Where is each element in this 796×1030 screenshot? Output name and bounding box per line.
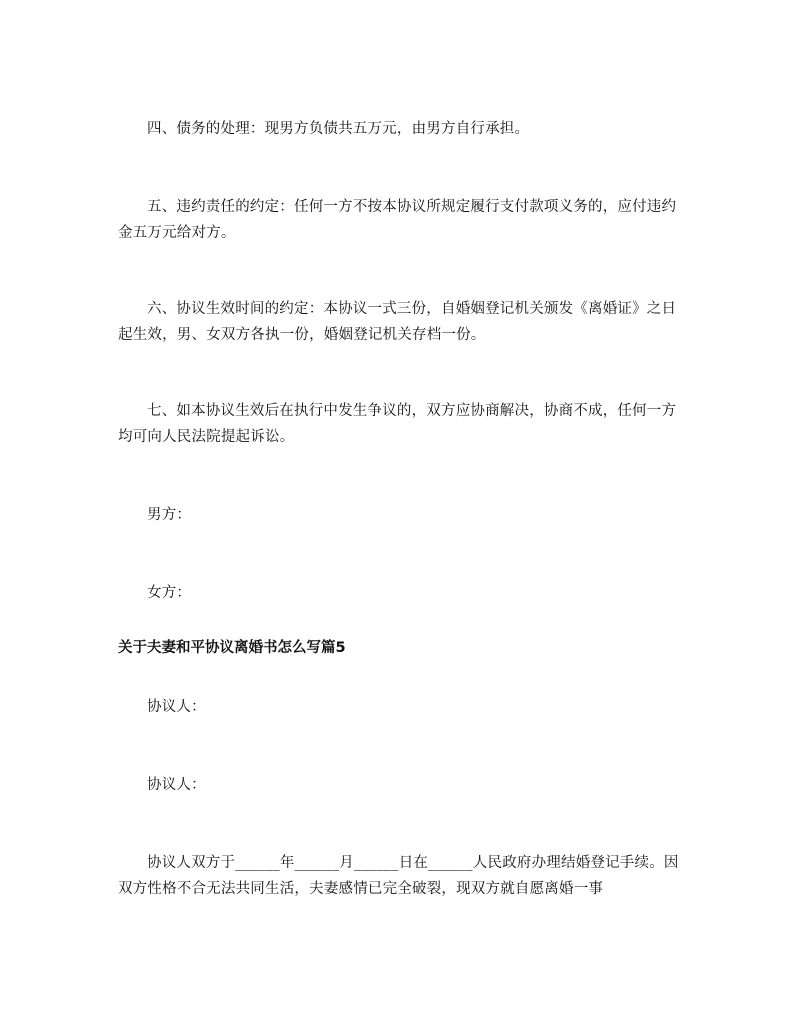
section-title: 关于夫妻和平协议离婚书怎么写篇5 [118, 640, 346, 656]
party-line-2: 协议人： [147, 777, 206, 793]
paragraph-breach: 五、违约责任的约定：任何一方不按本协议所规定履行支付款项义务的，应付违约金五万元给对方。 [118, 199, 677, 241]
paragraph-dispute: 七、如本协议生效后在执行中发生争议的，双方应协商解决，协商不成，任何一方均可向人民法院提起诉讼。 [118, 403, 677, 445]
male-signature-line: 男方： [147, 507, 192, 523]
party-line-1: 协议人： [147, 699, 206, 715]
female-signature-line: 女方： [147, 585, 192, 601]
paragraph-effect: 六、协议生效时间的约定：本协议一式三份，自婚姻登记机关颁发《离婚证》之日起生效，男、女双方各执一份，婚姻登记机关存档一份。 [118, 301, 677, 343]
paragraph-intro: 协议人双方于______年______月______日在______人民政府办理结婚登记手续。因双方性格不合无法共同生活，夫妻感情已完全破裂，现双方就自愿离婚一事 [118, 855, 679, 897]
paragraph-debt: 四、债务的处理：现男方负债共五万元，由男方自行承担。 [147, 121, 530, 137]
